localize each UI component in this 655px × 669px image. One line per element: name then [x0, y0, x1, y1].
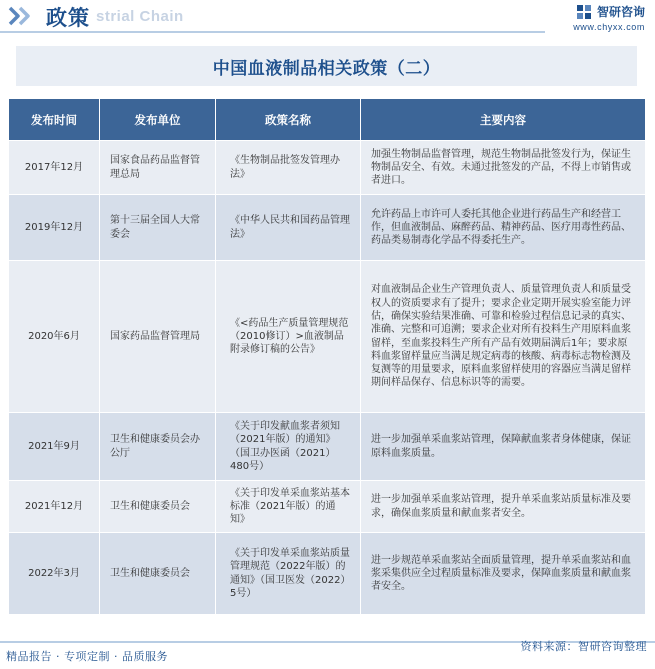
- cell-content: 进一步加强单采血浆站管理，保障献血浆者身体健康，保证原料血浆质量。: [361, 413, 646, 481]
- cell-policy-name: 《<药品生产质量管理规范（2010修订）>血液制品附录修订稿的公告》: [216, 261, 361, 413]
- cell-date: 2017年12月: [9, 141, 100, 195]
- table-row: [9, 413, 646, 481]
- cell-date: 2021年12月: [9, 481, 100, 533]
- table-row: [9, 481, 646, 533]
- cell-date: 2021年9月: [9, 413, 100, 481]
- cell-org: 卫生和健康委员会: [100, 481, 216, 533]
- cell-policy-name: 《生物制品批签发管理办法》: [216, 141, 361, 195]
- col-header-name: 政策名称: [216, 99, 361, 141]
- cell-date: 2022年3月: [9, 533, 100, 615]
- double-chevron-icon: [8, 6, 34, 26]
- section-title: 政策: [46, 5, 90, 30]
- cell-org: 卫生和健康委员会办公厅: [100, 413, 216, 481]
- cell-org: 国家药品监督管理局: [100, 261, 216, 413]
- col-header-date: 发布时间: [9, 99, 100, 141]
- policy-table: [8, 98, 646, 615]
- cell-policy-name: 《关于印发献血浆者须知（2021年版）的通知》（国卫办医函（2021）480号）: [216, 413, 361, 481]
- table-row: [9, 195, 646, 261]
- brand-logo-icon: [576, 4, 592, 20]
- col-header-org: 发布单位: [100, 99, 216, 141]
- footer-source: 资料来源：智研咨询整理: [520, 640, 647, 653]
- table-row: [9, 533, 646, 615]
- cell-date: 2019年12月: [9, 195, 100, 261]
- cell-content: 对血液制品企业生产管理负责人、质量管理负责人和质量受权人的资质要求有了提升；要求企业定期开展实验室能力评估，确保实验结果准确、可靠和检验过程信息记录的真实、准确、完整和可追溯；要求企业对所有投料生产用原料血浆留样，至血浆投料生产所有产品有效期届满后1年；要求原料血浆留样量应当满足规定病毒的核酸、病毒标志物检测及复测等的用量要求，原料血浆留样使用的容器应当满足留样期间样品保存、信息标识等的需要。: [361, 261, 646, 413]
- page-header: [0, 0, 655, 34]
- cell-content: 进一步规范单采血浆站全面质量管理，提升单采血浆站和血浆采集供应全过程质量标准及要求，保障血浆质量和献血浆者安全。: [361, 533, 646, 615]
- cell-date: 2020年6月: [9, 261, 100, 413]
- brand-name: 智研咨询: [596, 5, 645, 19]
- title-band: [16, 46, 637, 86]
- table-row: [9, 261, 646, 413]
- footer-tagline: 精品报告 · 专项定制 · 品质服务: [6, 650, 168, 663]
- brand-block: [573, 3, 645, 32]
- col-header-content: 主要内容: [361, 99, 646, 141]
- cell-org: 国家食品药品监督管理总局: [100, 141, 216, 195]
- header-divider: [0, 31, 545, 33]
- header-watermark: strial Chain: [96, 8, 184, 25]
- table-header-row: [9, 99, 646, 141]
- brand-url: www.chyxx.com: [573, 22, 645, 32]
- cell-policy-name: 《关于印发单采血浆站质量管理规范（2022年版）的通知》（国卫医发（2022）5号）: [216, 533, 361, 615]
- cell-content: 加强生物制品监督管理，规范生物制品批签发行为，保证生物制品安全、有效。未通过批签发的产品，不得上市销售或者进口。: [361, 141, 646, 195]
- cell-org: 第十三届全国人大常委会: [100, 195, 216, 261]
- cell-content: 进一步加强单采血浆站管理，提升单采血浆站质量标准及要求，确保血浆质量和献血浆者安全。: [361, 481, 646, 533]
- page-title: 中国血液制品相关政策（二）: [212, 58, 441, 79]
- cell-policy-name: 《中华人民共和国药品管理法》: [216, 195, 361, 261]
- cell-org: 卫生和健康委员会: [100, 533, 216, 615]
- cell-content: 允许药品上市许可人委托其他企业进行药品生产和经营工作，但血液制品、麻醉药品、精神药品、医疗用毒性药品、药品类易制毒化学品不得委托生产。: [361, 195, 646, 261]
- cell-policy-name: 《关于印发单采血浆站基本标准（2021年版）的通知》: [216, 481, 361, 533]
- table-row: [9, 141, 646, 195]
